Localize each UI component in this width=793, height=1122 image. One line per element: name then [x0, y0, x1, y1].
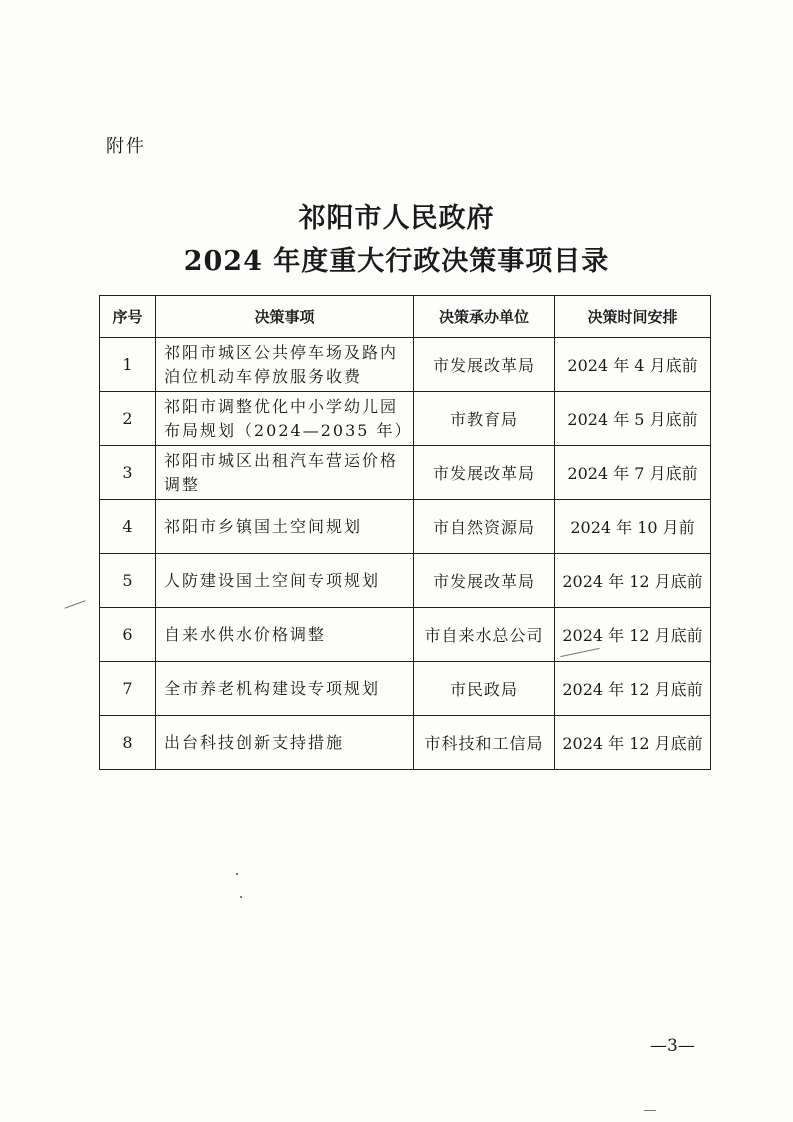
scan-speck	[64, 600, 85, 608]
row-time: 2024 年 7 月底前	[555, 446, 711, 500]
decision-catalog-table	[99, 295, 711, 770]
row-unit: 市自来水总公司	[414, 608, 555, 662]
table-header-row	[100, 296, 711, 338]
page-number: —3—	[650, 1036, 695, 1056]
table-row	[100, 554, 711, 608]
row-item: 祁阳市城区公共停车场及路内泊位机动车停放服务收费	[156, 338, 414, 392]
row-time: 2024 年 12 月底前	[555, 662, 711, 716]
row-no: 2	[100, 392, 156, 446]
row-no: 8	[100, 716, 156, 770]
row-item: 祁阳市城区出租汽车营运价格调整	[156, 446, 414, 500]
header-item: 决策事项	[156, 296, 414, 338]
row-unit: 市发展改革局	[414, 446, 555, 500]
row-time: 2024 年 12 月底前	[555, 554, 711, 608]
document-title-line2: 2024 年度重大行政决策事项目录	[183, 246, 610, 277]
row-unit: 市民政局	[414, 662, 555, 716]
row-time: 2024 年 4 月底前	[555, 338, 711, 392]
document-title-line1: 祁阳市人民政府	[298, 203, 495, 234]
scan-speck	[236, 873, 238, 875]
row-unit: 市教育局	[414, 392, 555, 446]
row-item: 祁阳市调整优化中小学幼儿园布局规划（2024—2035 年）	[156, 392, 414, 446]
row-time: 2024 年 12 月底前	[555, 608, 711, 662]
row-no: 6	[100, 608, 156, 662]
attachment-label: 附件	[106, 136, 146, 157]
scan-speck	[240, 896, 242, 898]
row-no: 3	[100, 446, 156, 500]
header-no: 序号	[100, 296, 156, 338]
row-item: 祁阳市乡镇国土空间规划	[156, 500, 414, 554]
table-row	[100, 716, 711, 770]
row-item: 出台科技创新支持措施	[156, 716, 414, 770]
row-unit: 市科技和工信局	[414, 716, 555, 770]
row-item: 人防建设国土空间专项规划	[156, 554, 414, 608]
header-time: 决策时间安排	[555, 296, 711, 338]
row-item: 自来水供水价格调整	[156, 608, 414, 662]
table-row	[100, 662, 711, 716]
table-row	[100, 500, 711, 554]
table-row	[100, 608, 711, 662]
row-no: 5	[100, 554, 156, 608]
row-item: 全市养老机构建设专项规划	[156, 662, 414, 716]
row-time: 2024 年 5 月底前	[555, 392, 711, 446]
table-row	[100, 446, 711, 500]
row-time: 2024 年 12 月底前	[555, 716, 711, 770]
row-no: 1	[100, 338, 156, 392]
row-unit: 市自然资源局	[414, 500, 555, 554]
row-no: 4	[100, 500, 156, 554]
row-unit: 市发展改革局	[414, 554, 555, 608]
scan-speck	[644, 1110, 656, 1111]
table-row	[100, 392, 711, 446]
row-time: 2024 年 10 月前	[555, 500, 711, 554]
table-row	[100, 338, 711, 392]
row-unit: 市发展改革局	[414, 338, 555, 392]
header-unit: 决策承办单位	[414, 296, 555, 338]
row-no: 7	[100, 662, 156, 716]
